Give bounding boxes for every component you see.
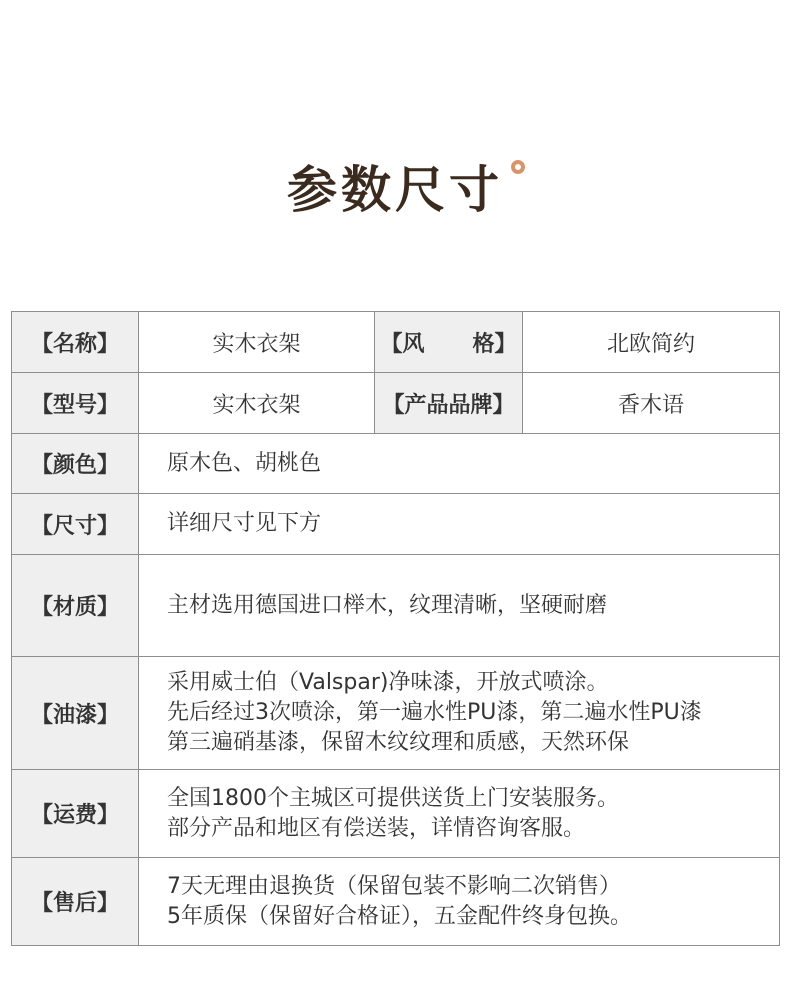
color-label: 【颜色】 xyxy=(12,434,139,494)
table-row-shipping xyxy=(12,770,780,858)
paint-label: 【油漆】 xyxy=(12,657,139,770)
paint-line: 先后经过3次喷涂，第一遍水性PU漆，第二遍水性PU漆 xyxy=(167,700,702,725)
size-label: 【尺寸】 xyxy=(12,494,139,555)
brand-value: 香木语 xyxy=(523,373,780,434)
paint-value xyxy=(139,657,780,770)
shipping-label: 【运费】 xyxy=(12,770,139,858)
aftersale-label: 【售后】 xyxy=(12,858,139,946)
table-row-model xyxy=(12,373,780,434)
aftersale-value xyxy=(139,858,780,946)
title-area xyxy=(0,150,790,230)
paint-line: 第三遍硝基漆，保留木纹纹理和质感，天然环保 xyxy=(167,730,630,755)
color-value: 原木色、胡桃色 xyxy=(139,434,780,494)
table-row-material xyxy=(12,555,780,657)
material-label: 【材质】 xyxy=(12,555,139,657)
table-row-aftersale xyxy=(12,858,780,946)
aftersale-line: 7天无理由退换货（保留包装不影响二次销售） xyxy=(167,873,621,899)
paint-line: 采用威士伯（Valspar)净味漆，开放式喷涂。 xyxy=(167,670,609,695)
table-row-name xyxy=(12,312,780,373)
aftersale-line: 5年质保（保留好合格证），五金配件终身包换。 xyxy=(167,903,632,929)
brand-label: 【产品品牌】 xyxy=(375,373,523,434)
table-row-size xyxy=(12,494,780,555)
style-value: 北欧简约 xyxy=(523,312,780,373)
model-label: 【型号】 xyxy=(12,373,139,434)
shipping-value xyxy=(139,770,780,858)
style-label-close: 格】 xyxy=(472,331,517,357)
material-value: 主材选用德国进口榉木，纹理清晰，坚硬耐磨 xyxy=(139,555,780,657)
name-label: 【名称】 xyxy=(12,312,139,373)
shipping-line: 部分产品和地区有偿送装，详情咨询客服。 xyxy=(167,815,586,841)
name-value: 实木衣架 xyxy=(139,312,375,373)
spec-table xyxy=(11,311,780,946)
page-title xyxy=(287,150,503,230)
page-title-text: 参数尺寸 xyxy=(287,161,503,219)
table-row-paint xyxy=(12,657,780,770)
style-label xyxy=(375,312,523,373)
ring-dot-icon xyxy=(511,160,525,174)
style-label-open: 【风 xyxy=(380,331,425,357)
table-row-color xyxy=(12,434,780,494)
model-value: 实木衣架 xyxy=(139,373,375,434)
size-value: 详细尺寸见下方 xyxy=(139,494,780,555)
shipping-line: 全国1800个主城区可提供送货上门安装服务。 xyxy=(167,785,619,811)
